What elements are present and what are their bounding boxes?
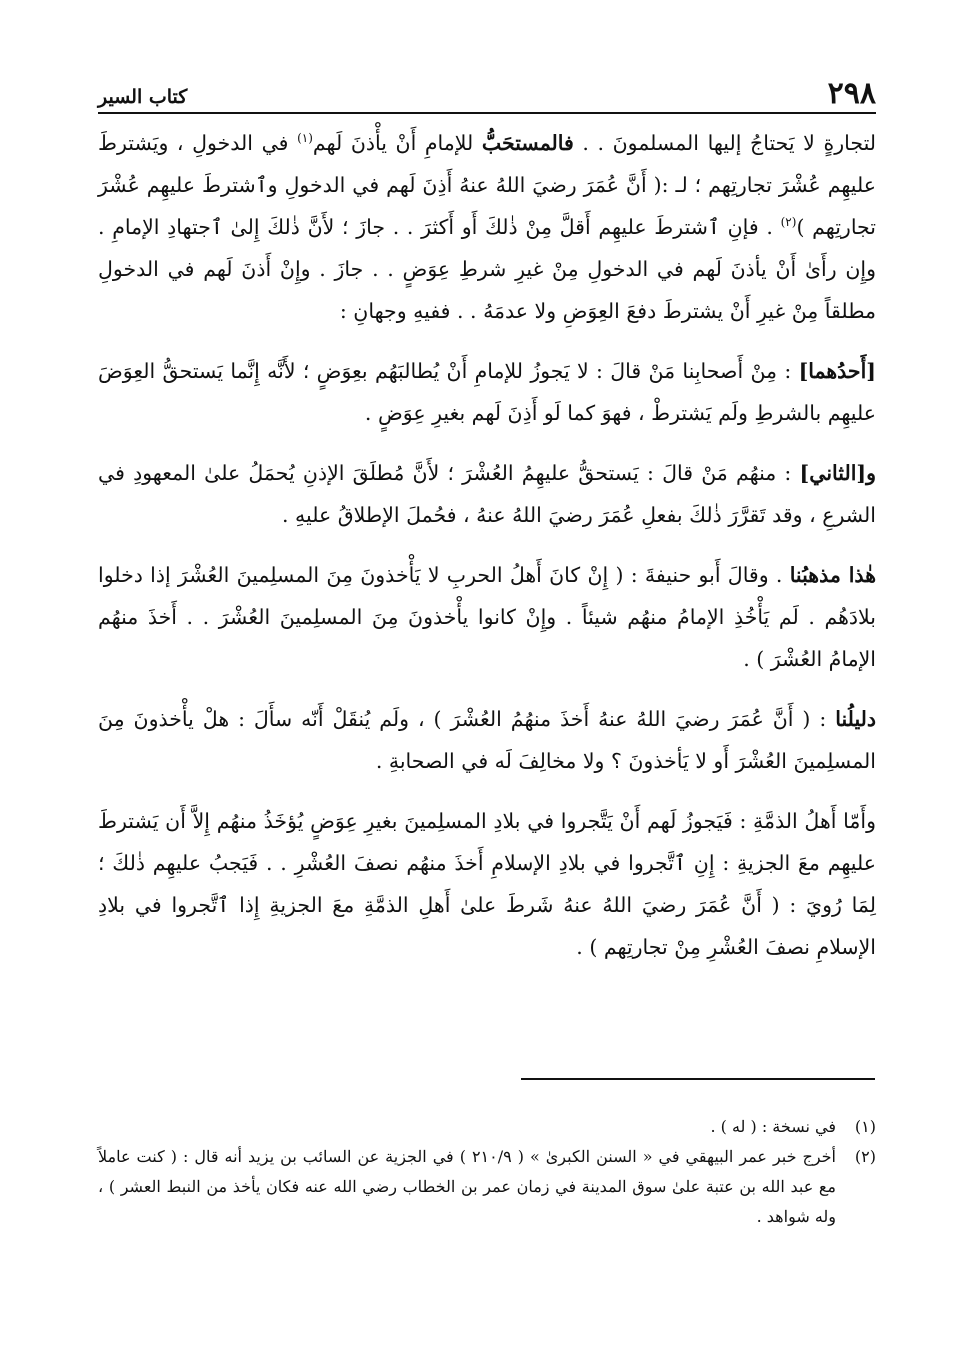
running-title: كتاب السير (98, 86, 188, 108)
main-text (98, 122, 876, 986)
paragraph-1: لتجارةٍ لا يَحتاجُ إليها المسلمونَ . . فالمستحَبُّ للإمامِ أَنْ يأْذنَ لَهم$^{(١)}$ في الدخولِ ، ويَشترطَ عليهِم عُشْرَ تجارتِهم ؛ لـ :( أَنَّ عُمَرَ رضيَ اللهُ عنهُ أَذِنَ لَهم في الدخولِ وٱشترطَ عليهِم عُشْرَ تجارتِهم )$^{(٢)}$ . فإنِ ٱشترطَ عليهِم أَقلَّ مِنْ ذٰلكَ أَو أَكثرَ . . جازَ ؛ لأَنَّ ذٰلكَ إِلىٰ ٱجتهادِ الإمامِ . وإِن رأَىٰ أَنْ يأذنَ لَهم في الدخولِ مِنْ غيرِ شرطِ عِوَضٍ . . جازَ . وإِنْ أَذنَ لَهم في الدخولِ مطلقاً مِنْ غيرِ أَنْ يشترطَ دفعَ العِوَضِ ولا عدمَهُ . . ففيهِ وجهانِ : (98, 131, 877, 323)
paragraph-6: وأَمّا أَهلُ الذمَّةِ : فَيَجوزُ لَهم أَنْ يَتَّجروا في بلادِ المسلِمينَ بغيرِ عِوَضٍ يُؤخَذُ منهُم إِلاَّ أَن يَشترطَ عليهِم معَ الجزيةِ : إِنِ ٱتَّجروا في بلادِ الإسلامِ أَخذَ منهُم نصفَ العُشْرِ . . فَيَجبُ عليهِم ذٰلكَ ؛ لِمَا رُويَ : ( أَنَّ عُمَرَ رضيَ اللهُ عنهُ شَرطَ علىٰ أَهلِ الذمَّةِ معَ الجزيةِ إِذا ٱتَّجروا في بلادِ الإسلامِ نصفَ العُشْرِ مِنْ تجارتِهم ) . (98, 809, 876, 959)
footnotes (98, 1112, 876, 1232)
footnote-number: (١) (854, 1117, 876, 1136)
footnote-ref-2: (٢) (780, 215, 797, 230)
footnote-1 (98, 1112, 876, 1142)
page-number: ٢٩٨ (827, 76, 876, 111)
footnote-number: (٢) (854, 1147, 876, 1166)
paragraph-3: و[الثاني] : منهُم مَنْ قالَ : يَستحقُّ عليهِمُ العُشْرَ ؛ لأَنَّ مُطلَقَ الإذنِ يُحمَلُ علىٰ المعهودِ في الشرعِ ، وقد تَقرَّرَ ذٰلكَ بفعلِ عُمَرَ رضيَ اللهُ عنهُ ، فحُملَ الإطلاقُ عليهِ . (98, 461, 876, 527)
paragraph-2: [أَحدُهما] : مِنْ أَصحابِنا مَنْ قالَ : لا يَجوزُ للإمامِ أَنْ يُطالبَهُم بعِوَضٍ ؛ لأَنَّه إِنَّما يَستحقُّ العِوَضَ عليهِم بالشرطِ ولَم يَشترطْ ، فهوَ كما لَو أَذِنَ لَهم بغيرِ عِوَضٍ . (98, 359, 876, 425)
header-rule (98, 112, 876, 114)
paragraph-5: دليلُنا : ( أَنَّ عُمَرَ رضيَ اللهُ عنهُ أَخذَ منهُمُ العُشْرَ ) ، ولَم يُنقَلْ أَنّه سأَلَ : هلْ يأْخذونَ مِنَ المسلِمينَ العُشْرَ أَو لا يَأخذونَ ؟ ولا مخالِفَ لَه في الصحابةِ . (98, 707, 876, 773)
page-header (98, 76, 876, 111)
footnote-rule (521, 1078, 875, 1080)
footnote-text: أخرج خبر عمر البيهقي في « السنن الكبرىٰ » ( ٢١٠/٩ ) في الجزية عن السائب بن يزيد أنه قال : ( كنت عاملاً مع عبد الله بن عتبة علىٰ سوق المدينة في زمان عمر بن الخطاب رضي الله عنه فكان يأخذ من النبط العشر ) ، وله شواهد . (98, 1147, 837, 1226)
footnote-ref-1: (١) (297, 131, 313, 146)
footnote-2 (98, 1142, 876, 1232)
paragraph-4: هٰذا مذهبُنا . وقالَ أَبو حنيفةَ : ( إِنْ كانَ أَهلُ الحربِ لا يَأْخذونَ مِنَ المسلِمينَ العُشْرَ إذا دخلوا بلادَهُم . لَم يَأْخُذِ الإمامُ منهُم شيئاً . وإِنْ كانوا يأْخذونَ مِنَ المسلِمينَ العُشْرَ . . أَخذَ منهُم الإمامُ العُشْرَ ) . (98, 563, 877, 671)
footnote-text: في نسخة : ( له ) . (710, 1117, 836, 1136)
